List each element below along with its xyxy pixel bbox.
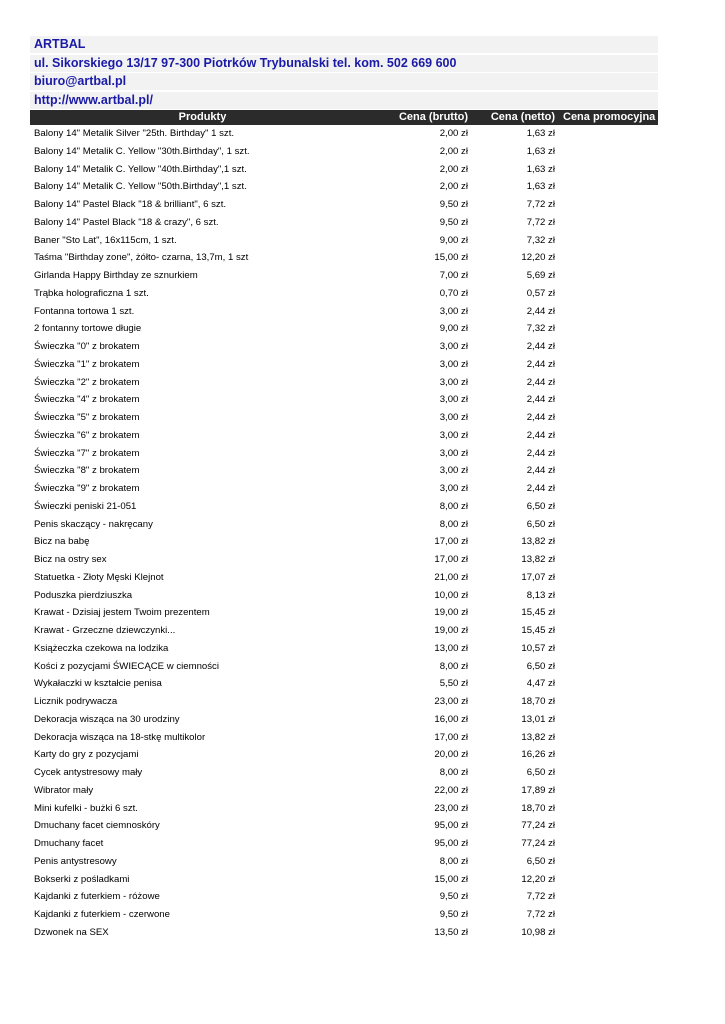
price-promo-cell [559, 640, 658, 658]
price-netto-cell: 7,32 zł [526, 234, 555, 246]
price-brutto-cell: 3,00 zł [439, 305, 468, 317]
price-brutto-cell: 23,00 zł [434, 802, 468, 814]
product-name-cell: Dmuchany facet ciemnoskóry [34, 820, 160, 832]
price-promo-cell [559, 800, 658, 818]
price-promo-cell [559, 604, 658, 622]
price-promo-cell [559, 356, 658, 374]
price-promo-cell [559, 445, 658, 463]
table-row [30, 835, 658, 853]
price-promo-cell [559, 729, 658, 747]
price-promo-cell [559, 533, 658, 551]
price-promo-cell [559, 622, 658, 640]
product-name-cell: Krawat - Grzeczne dziewczynki... [34, 625, 176, 636]
price-brutto-cell: 7,00 zł [439, 270, 468, 281]
table-row [30, 888, 658, 906]
product-name-cell: Bicz na babę [34, 536, 90, 548]
price-netto-cell: 13,82 zł [521, 731, 555, 743]
price-netto-cell: 12,20 zł [521, 252, 555, 264]
table-row [30, 516, 658, 534]
table-row [30, 356, 658, 374]
price-netto-cell: 1,63 zł [526, 181, 555, 193]
product-name-cell: Dzwonek na SEX [34, 926, 109, 938]
price-netto-cell: 2,44 zł [526, 394, 555, 406]
company-address: ul. Sikorskiego 13/17 97-300 Piotrków Trybunalski tel. kom. 502 669 600 [30, 55, 658, 72]
price-brutto-cell: 9,50 zł [439, 199, 468, 210]
product-name-cell: Dekoracja wisząca na 18-stkę multikolor [34, 731, 206, 743]
price-netto-cell: 13,01 zł [521, 713, 555, 725]
price-promo-cell [559, 285, 658, 303]
product-name-cell: Świeczka "8" z brokatem [34, 465, 140, 477]
price-brutto-cell: 3,00 zł [439, 376, 468, 388]
price-promo-cell [559, 498, 658, 516]
price-netto-cell: 8,13 zł [526, 589, 555, 601]
price-brutto-cell: 19,00 zł [434, 607, 468, 619]
price-brutto-cell: 20,00 zł [434, 749, 468, 761]
price-brutto-cell: 8,00 zł [439, 500, 468, 512]
price-promo-cell [559, 658, 658, 676]
price-brutto-cell: 95,00 zł [434, 820, 468, 832]
price-promo-cell [559, 675, 658, 693]
price-promo-cell [559, 817, 658, 835]
table-row [30, 427, 658, 445]
price-netto-cell: 4,47 zł [526, 678, 555, 690]
table-row [30, 906, 658, 924]
product-name-cell: Baner "Sto Lat", 16x115cm, 1 szt. [34, 234, 177, 246]
price-netto-cell: 13,82 zł [521, 554, 555, 565]
table-row [30, 178, 658, 196]
price-netto-cell: 1,63 zł [526, 128, 555, 139]
price-netto-cell: 10,57 zł [521, 642, 555, 654]
product-name-cell: Kajdanki z futerkiem - czerwone [34, 909, 170, 920]
price-netto-cell: 5,69 zł [526, 270, 555, 281]
table-row [30, 853, 658, 871]
price-brutto-cell: 15,00 zł [434, 252, 468, 264]
table-header-row [30, 110, 658, 125]
price-promo-cell [559, 462, 658, 480]
price-table [30, 110, 658, 942]
price-netto-cell: 2,44 zł [526, 447, 555, 459]
price-promo-cell [559, 853, 658, 871]
price-promo-cell [559, 232, 658, 250]
price-netto-cell: 1,63 zł [526, 145, 555, 157]
price-brutto-cell: 9,00 zł [439, 323, 468, 335]
product-name-cell: Balony 14" Metalik Silver "25th. Birthday" 1 szt. [34, 128, 235, 139]
price-brutto-cell: 16,00 zł [434, 713, 468, 725]
price-netto-cell: 17,89 zł [521, 784, 555, 796]
price-brutto-cell: 0,70 zł [439, 287, 468, 299]
column-header-product: Produkty [178, 111, 227, 123]
column-header-netto: Cena (netto) [490, 111, 555, 123]
price-netto-cell: 7,72 zł [526, 199, 555, 210]
product-name-cell: Wibrator mały [34, 784, 94, 796]
company-email: biuro@artbal.pl [30, 73, 658, 90]
price-brutto-cell: 15,00 zł [434, 873, 468, 885]
table-row [30, 303, 658, 321]
column-header-promo: Cena promocyjna [563, 111, 656, 123]
product-name-cell: Taśma "Birthday zone", żółto- czarna, 13,7m, 1 szt [34, 252, 249, 264]
price-brutto-cell: 3,00 zł [439, 483, 468, 494]
price-netto-cell: 18,70 zł [521, 696, 555, 707]
price-promo-cell [559, 338, 658, 356]
price-netto-cell: 2,44 zł [526, 465, 555, 477]
price-promo-cell [559, 214, 658, 232]
price-netto-cell: 2,44 zł [526, 412, 555, 423]
company-name: ARTBAL [30, 36, 658, 53]
price-brutto-cell: 8,00 zł [439, 518, 468, 530]
price-brutto-cell: 3,00 zł [439, 341, 468, 352]
table-row [30, 445, 658, 463]
price-netto-cell: 77,24 zł [521, 838, 555, 849]
company-website: http://www.artbal.pl/ [30, 92, 658, 109]
price-netto-cell: 2,44 zł [526, 429, 555, 441]
product-name-cell: Balony 14" Metalik C. Yellow "40th.Birthday",1 szt. [34, 163, 247, 175]
product-name-cell: Balony 14" Metalik C. Yellow "50th.Birthday",1 szt. [34, 181, 247, 193]
product-name-cell: Penis antystresowy [34, 855, 117, 867]
product-name-cell: Balony 14" Metalik C. Yellow "30th.Birthday", 1 szt. [34, 145, 250, 157]
price-promo-cell [559, 391, 658, 409]
price-netto-cell: 10,98 zł [521, 926, 555, 938]
product-name-cell: Poduszka pierdziuszka [34, 589, 133, 601]
price-brutto-cell: 3,00 zł [439, 465, 468, 477]
price-netto-cell: 2,44 zł [526, 376, 555, 388]
table-row [30, 658, 658, 676]
price-brutto-cell: 21,00 zł [434, 571, 468, 583]
table-row [30, 569, 658, 587]
price-brutto-cell: 9,50 zł [439, 216, 468, 228]
table-row [30, 622, 658, 640]
product-name-cell: Świeczki peniski 21-051 [34, 500, 137, 512]
price-brutto-cell: 8,00 zł [439, 767, 468, 778]
price-netto-cell: 6,50 zł [526, 660, 555, 672]
price-brutto-cell: 3,00 zł [439, 394, 468, 406]
product-name-cell: Świeczka "6" z brokatem [34, 429, 140, 441]
price-promo-cell [559, 480, 658, 498]
price-promo-cell [559, 711, 658, 729]
price-netto-cell: 6,50 zł [526, 500, 555, 512]
price-netto-cell: 6,50 zł [526, 767, 555, 778]
price-netto-cell: 7,32 zł [526, 323, 555, 335]
product-name-cell: Świeczka "4" z brokatem [34, 394, 140, 406]
price-brutto-cell: 2,00 zł [439, 163, 468, 175]
price-promo-cell [559, 374, 658, 392]
price-brutto-cell: 8,00 zł [439, 855, 468, 867]
product-name-cell: Karty do gry z pozycjami [34, 749, 139, 761]
price-promo-cell [559, 267, 658, 285]
product-name-cell: Świeczka "2" z brokatem [34, 376, 140, 388]
table-row [30, 498, 658, 516]
product-name-cell: Świeczka "1" z brokatem [34, 358, 140, 370]
product-name-cell: Mini kufelki - bużki 6 szt. [34, 802, 138, 814]
table-row [30, 480, 658, 498]
table-row [30, 249, 658, 267]
price-brutto-cell: 3,00 zł [439, 412, 468, 423]
table-row [30, 409, 658, 427]
price-promo-cell [559, 569, 658, 587]
price-promo-cell [559, 143, 658, 161]
price-promo-cell [559, 835, 658, 853]
price-netto-cell: 2,44 zł [526, 483, 555, 494]
price-brutto-cell: 8,00 zł [439, 660, 468, 672]
price-promo-cell [559, 906, 658, 924]
price-netto-cell: 16,26 zł [521, 749, 555, 761]
table-row [30, 267, 658, 285]
product-name-cell: Bicz na ostry sex [34, 554, 107, 565]
price-brutto-cell: 17,00 zł [434, 536, 468, 548]
price-promo-cell [559, 924, 658, 942]
table-row [30, 232, 658, 250]
price-brutto-cell: 9,00 zł [439, 234, 468, 246]
price-brutto-cell: 3,00 zł [439, 358, 468, 370]
price-netto-cell: 0,57 zł [526, 287, 555, 299]
table-row [30, 764, 658, 782]
product-name-cell: Fontanna tortowa 1 szt. [34, 305, 135, 317]
table-row [30, 374, 658, 392]
price-promo-cell [559, 871, 658, 889]
product-name-cell: Dmuchany facet [34, 838, 104, 849]
price-netto-cell: 6,50 zł [526, 518, 555, 530]
price-brutto-cell: 2,00 zł [439, 128, 468, 139]
price-netto-cell: 18,70 zł [521, 802, 555, 814]
price-brutto-cell: 3,00 zł [439, 447, 468, 459]
price-brutto-cell: 5,50 zł [439, 678, 468, 690]
price-brutto-cell: 17,00 zł [434, 554, 468, 565]
product-name-cell: Statuetka - Złoty Męski Klejnot [34, 571, 164, 583]
table-row [30, 462, 658, 480]
price-netto-cell: 12,20 zł [521, 873, 555, 885]
table-row [30, 196, 658, 214]
column-header-brutto: Cena (brutto) [398, 111, 468, 123]
price-brutto-cell: 3,00 zł [439, 429, 468, 441]
table-row [30, 640, 658, 658]
price-promo-cell [559, 303, 658, 321]
product-name-cell: Trąbka holograficzna 1 szt. [34, 287, 149, 299]
table-row [30, 320, 658, 338]
price-promo-cell [559, 782, 658, 800]
price-promo-cell [559, 249, 658, 267]
table-row [30, 675, 658, 693]
product-name-cell: Świeczka "0" z brokatem [34, 341, 140, 352]
product-name-cell: Świeczka "7" z brokatem [34, 447, 140, 459]
price-promo-cell [559, 409, 658, 427]
price-promo-cell [559, 178, 658, 196]
price-brutto-cell: 19,00 zł [434, 625, 468, 636]
product-name-cell: Świeczka "5" z brokatem [34, 412, 140, 423]
price-netto-cell: 17,07 zł [521, 571, 555, 583]
product-name-cell: Wykałaczki w kształcie penisa [34, 678, 162, 690]
price-netto-cell: 7,72 zł [526, 909, 555, 920]
table-row [30, 391, 658, 409]
table-row [30, 604, 658, 622]
table-row [30, 924, 658, 942]
price-netto-cell: 2,44 zł [526, 305, 555, 317]
price-netto-cell: 2,44 zł [526, 358, 555, 370]
price-brutto-cell: 9,50 zł [439, 891, 468, 903]
price-promo-cell [559, 161, 658, 179]
table-row [30, 551, 658, 569]
price-brutto-cell: 2,00 zł [439, 145, 468, 157]
table-row [30, 800, 658, 818]
price-brutto-cell: 10,00 zł [434, 589, 468, 601]
product-name-cell: Krawat - Dzisiaj jestem Twoim prezentem [34, 607, 210, 619]
price-netto-cell: 77,24 zł [521, 820, 555, 832]
product-name-cell: Cycek antystresowy mały [34, 767, 143, 778]
price-promo-cell [559, 320, 658, 338]
price-promo-cell [559, 746, 658, 764]
product-name-cell: Kości z pozycjami ŚWIECĄCE w ciemności [34, 660, 219, 672]
product-name-cell: Girlanda Happy Birthday ze sznurkiem [34, 270, 198, 281]
table-row [30, 587, 658, 605]
product-name-cell: Bokserki z pośladkami [34, 873, 130, 885]
price-promo-cell [559, 693, 658, 711]
product-name-cell: Dekoracja wisząca na 30 urodziny [34, 713, 180, 725]
price-promo-cell [559, 125, 658, 143]
product-name-cell: Licznik podrywacza [34, 696, 118, 707]
price-brutto-cell: 9,50 zł [439, 909, 468, 920]
product-name-cell: Penis skaczący - nakręcany [34, 518, 153, 530]
table-body [30, 125, 658, 942]
product-name-cell: Kajdanki z futerkiem - różowe [34, 891, 160, 903]
table-row [30, 693, 658, 711]
product-name-cell: Balony 14" Pastel Black "18 & brilliant", 6 szt. [34, 199, 227, 210]
price-brutto-cell: 2,00 zł [439, 181, 468, 193]
table-row [30, 161, 658, 179]
product-name-cell: Książeczka czekowa na lodzika [34, 642, 169, 654]
price-list-page [30, 36, 658, 942]
table-row [30, 817, 658, 835]
price-netto-cell: 7,72 zł [526, 891, 555, 903]
table-row [30, 782, 658, 800]
price-netto-cell: 1,63 zł [526, 163, 555, 175]
price-brutto-cell: 22,00 zł [434, 784, 468, 796]
table-row [30, 143, 658, 161]
price-brutto-cell: 95,00 zł [434, 838, 468, 849]
price-promo-cell [559, 888, 658, 906]
price-promo-cell [559, 551, 658, 569]
price-promo-cell [559, 427, 658, 445]
price-netto-cell: 13,82 zł [521, 536, 555, 548]
price-netto-cell: 15,45 zł [521, 607, 555, 619]
price-promo-cell [559, 587, 658, 605]
price-brutto-cell: 17,00 zł [434, 731, 468, 743]
product-name-cell: Balony 14" Pastel Black "18 & crazy", 6 szt. [34, 216, 219, 228]
product-name-cell: 2 fontanny tortowe długie [34, 323, 142, 335]
table-row [30, 871, 658, 889]
price-promo-cell [559, 764, 658, 782]
table-row [30, 729, 658, 747]
price-brutto-cell: 13,50 zł [434, 926, 468, 938]
price-brutto-cell: 13,00 zł [434, 642, 468, 654]
table-row [30, 746, 658, 764]
product-name-cell: Świeczka "9" z brokatem [34, 483, 140, 494]
price-netto-cell: 7,72 zł [526, 216, 555, 228]
table-row [30, 214, 658, 232]
price-promo-cell [559, 516, 658, 534]
table-row [30, 125, 658, 143]
price-netto-cell: 15,45 zł [521, 625, 555, 636]
price-netto-cell: 6,50 zł [526, 855, 555, 867]
table-row [30, 338, 658, 356]
table-row [30, 533, 658, 551]
table-row [30, 285, 658, 303]
price-brutto-cell: 23,00 zł [434, 696, 468, 707]
table-row [30, 711, 658, 729]
price-promo-cell [559, 196, 658, 214]
price-netto-cell: 2,44 zł [526, 341, 555, 352]
